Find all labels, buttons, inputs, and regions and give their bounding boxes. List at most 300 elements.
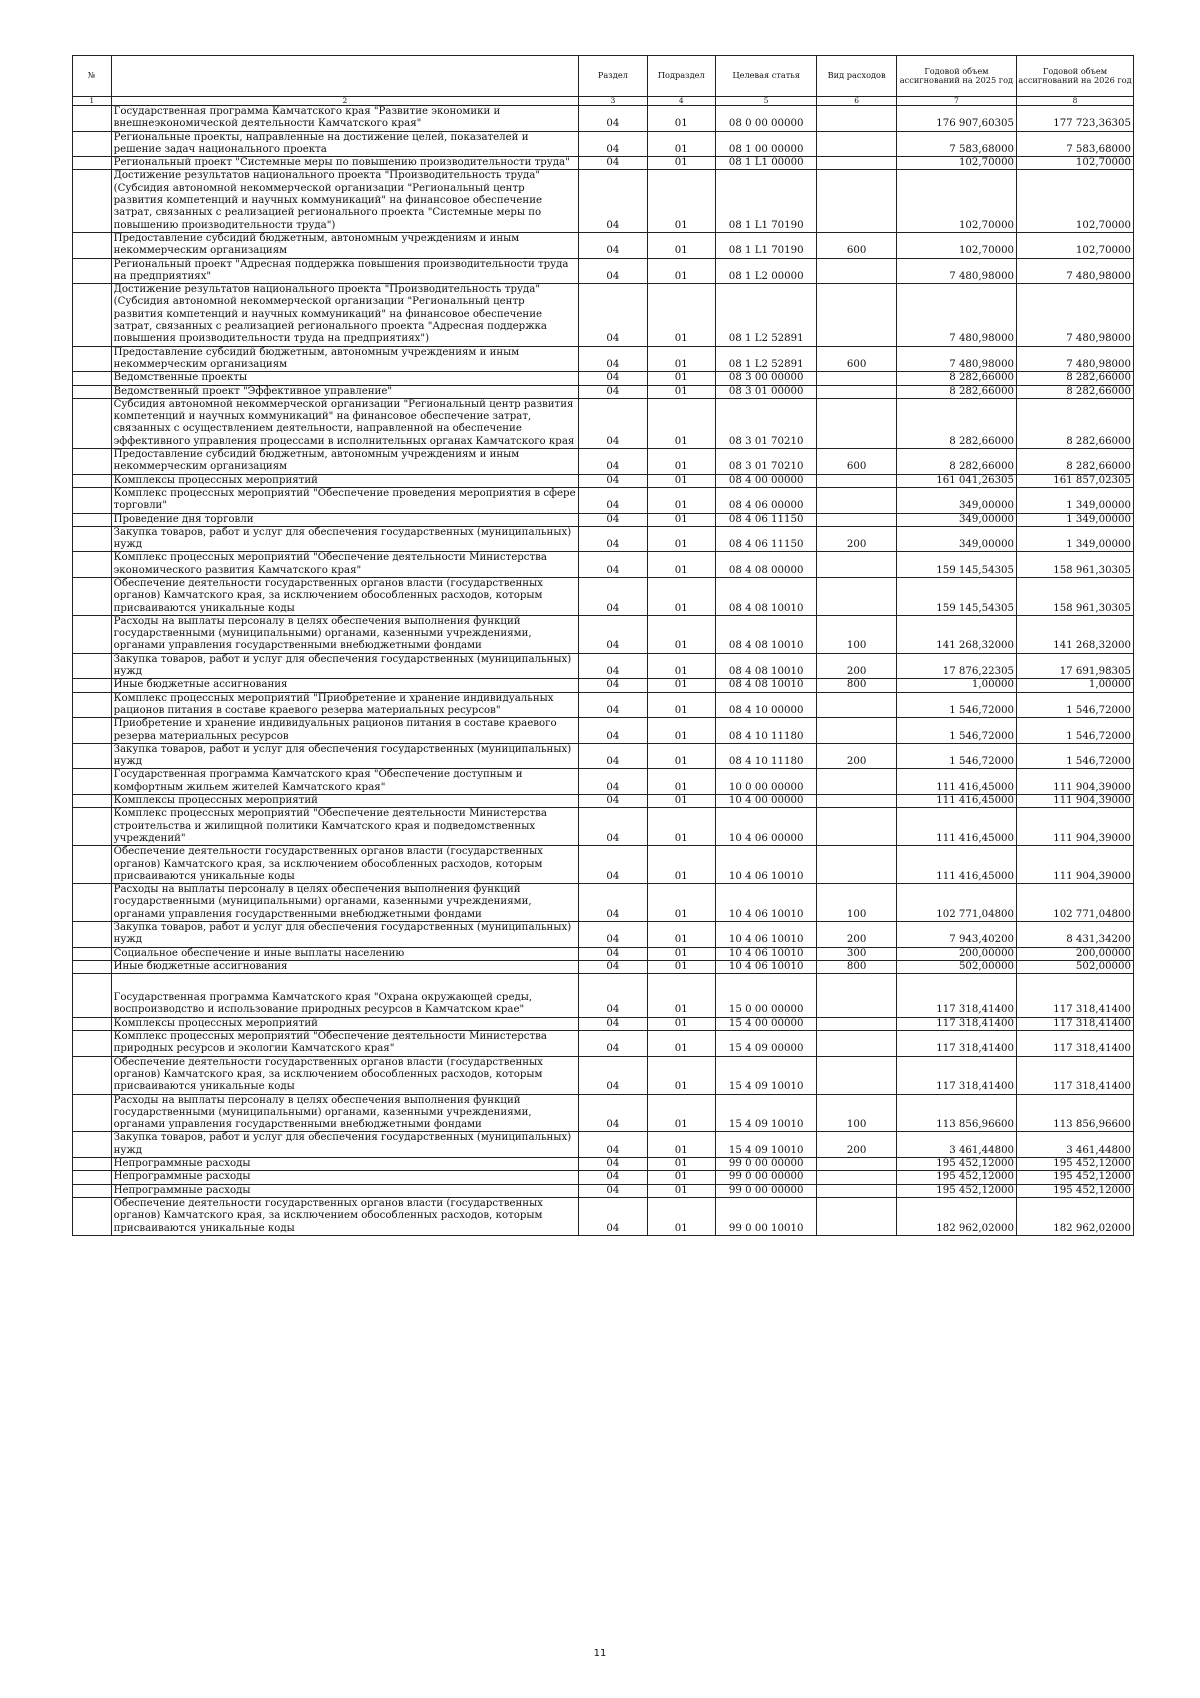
column-number: 6 xyxy=(817,97,896,106)
row-podrazdel: 01 xyxy=(647,769,715,795)
row-podrazdel: 01 xyxy=(647,170,715,232)
row-razdel: 04 xyxy=(579,513,647,526)
row-name: Государственная программа Камчатского края "Обеспечение доступным и комфортным жильем жителей Камчатского края" xyxy=(111,769,579,795)
row-podrazdel: 01 xyxy=(647,960,715,973)
row-name: Закупка товаров, работ и услуг для обеспечения государственных (муниципальных) нужд xyxy=(111,922,579,948)
table-row xyxy=(73,552,1134,578)
table-row xyxy=(73,372,1134,385)
table-row xyxy=(73,653,1134,679)
row-amount-2026: 1 349,00000 xyxy=(1017,513,1134,526)
row-amount-2026: 102,70000 xyxy=(1017,157,1134,170)
row-razdel: 04 xyxy=(579,474,647,487)
row-amount-2026: 1 546,72000 xyxy=(1017,692,1134,718)
row-expense-type xyxy=(817,487,896,513)
row-name: Непрограммные расходы xyxy=(111,1158,579,1171)
row-podrazdel: 01 xyxy=(647,1031,715,1057)
row-expense-type xyxy=(817,157,896,170)
row-razdel: 04 xyxy=(579,718,647,744)
row-razdel: 04 xyxy=(579,947,647,960)
table-row xyxy=(73,795,1134,808)
page-number: 11 xyxy=(593,1648,607,1659)
table-row xyxy=(73,1197,1134,1235)
budget-allocation-table xyxy=(72,55,1134,1236)
row-expense-type xyxy=(817,131,896,157)
row-podrazdel: 01 xyxy=(647,653,715,679)
table-row xyxy=(73,170,1134,232)
row-amount-2026: 3 461,44800 xyxy=(1017,1132,1134,1158)
row-podrazdel: 01 xyxy=(647,385,715,398)
row-target-code: 10 4 06 10010 xyxy=(715,884,816,922)
row-razdel: 04 xyxy=(579,615,647,653)
row-razdel: 04 xyxy=(579,157,647,170)
row-razdel: 04 xyxy=(579,1184,647,1197)
row-razdel: 04 xyxy=(579,346,647,372)
row-expense-type xyxy=(817,284,896,346)
column-number: 4 xyxy=(647,97,715,106)
row-name: Непрограммные расходы xyxy=(111,1171,579,1184)
row-name: Иные бюджетные ассигнования xyxy=(111,679,579,692)
row-index-cell xyxy=(73,258,112,284)
row-podrazdel: 01 xyxy=(647,1171,715,1184)
row-expense-type xyxy=(817,1031,896,1057)
column-number: 7 xyxy=(896,97,1016,106)
row-index-cell xyxy=(73,653,112,679)
row-expense-type xyxy=(817,385,896,398)
table-row xyxy=(73,974,1134,1018)
row-amount-2025: 8 282,66000 xyxy=(896,385,1016,398)
row-index-cell xyxy=(73,487,112,513)
row-amount-2025: 349,00000 xyxy=(896,513,1016,526)
row-name: Предоставление субсидий бюджетным, автономным учреждениям и иным некоммерческим организациям xyxy=(111,232,579,258)
row-amount-2025: 7 583,68000 xyxy=(896,131,1016,157)
row-name: Региональный проект "Системные меры по повышению производительности труда" xyxy=(111,157,579,170)
row-amount-2026: 1,00000 xyxy=(1017,679,1134,692)
row-expense-type: 100 xyxy=(817,1094,896,1132)
table-row xyxy=(73,947,1134,960)
row-razdel: 04 xyxy=(579,1094,647,1132)
row-podrazdel: 01 xyxy=(647,1184,715,1197)
row-name: Достижение результатов национального проекта "Производительность труда" (Субсидия автономной некоммерческой организации "Региональный центр развития компетенций и научных коммуникаций" на финансовое обеспечение затрат, связанных с реализацией регионального проекта "Адресная поддержка повышения производительности труда на предприятиях") xyxy=(111,284,579,346)
row-amount-2025: 102 771,04800 xyxy=(896,884,1016,922)
row-index-cell xyxy=(73,922,112,948)
row-expense-type: 200 xyxy=(817,743,896,769)
header-volume-2025: Годовой объем ассигнований на 2025 год xyxy=(896,56,1016,97)
row-amount-2026: 161 857,02305 xyxy=(1017,474,1134,487)
row-podrazdel: 01 xyxy=(647,398,715,448)
header-name xyxy=(111,56,579,97)
row-razdel: 04 xyxy=(579,808,647,846)
row-amount-2026: 195 452,12000 xyxy=(1017,1184,1134,1197)
row-target-code: 10 4 06 10010 xyxy=(715,947,816,960)
row-amount-2025: 161 041,26305 xyxy=(896,474,1016,487)
row-name: Субсидия автономной некоммерческой организации "Региональный центр развития компетенций и научных коммуникаций" на финансовое обеспечение затрат, связанных с осуществлением деятельности, направленной на обеспечение эффективного управления процессами в исполнительных органах Камчатского края xyxy=(111,398,579,448)
row-razdel: 04 xyxy=(579,106,647,132)
row-razdel: 04 xyxy=(579,1197,647,1235)
table-row xyxy=(73,1094,1134,1132)
row-index-cell xyxy=(73,284,112,346)
table-row xyxy=(73,513,1134,526)
row-amount-2026: 111 904,39000 xyxy=(1017,808,1134,846)
table-row xyxy=(73,692,1134,718)
table-row xyxy=(73,232,1134,258)
row-razdel: 04 xyxy=(579,743,647,769)
table-row xyxy=(73,131,1134,157)
row-amount-2026: 8 431,34200 xyxy=(1017,922,1134,948)
row-index-cell xyxy=(73,718,112,744)
row-index-cell xyxy=(73,385,112,398)
row-razdel: 04 xyxy=(579,385,647,398)
row-razdel: 04 xyxy=(579,487,647,513)
table-row xyxy=(73,718,1134,744)
row-name: Иные бюджетные ассигнования xyxy=(111,960,579,973)
row-amount-2025: 117 318,41400 xyxy=(896,974,1016,1018)
row-razdel: 04 xyxy=(579,1132,647,1158)
row-expense-type: 600 xyxy=(817,232,896,258)
row-expense-type: 100 xyxy=(817,884,896,922)
row-amount-2026: 8 282,66000 xyxy=(1017,372,1134,385)
row-amount-2026: 158 961,30305 xyxy=(1017,577,1134,615)
row-index-cell xyxy=(73,1031,112,1057)
row-podrazdel: 01 xyxy=(647,106,715,132)
row-podrazdel: 01 xyxy=(647,487,715,513)
row-razdel: 04 xyxy=(579,679,647,692)
row-target-code: 08 3 01 70210 xyxy=(715,398,816,448)
row-razdel: 04 xyxy=(579,526,647,552)
row-index-cell xyxy=(73,552,112,578)
table-row xyxy=(73,1031,1134,1057)
row-podrazdel: 01 xyxy=(647,346,715,372)
row-target-code: 08 3 01 70210 xyxy=(715,449,816,475)
row-podrazdel: 01 xyxy=(647,258,715,284)
row-razdel: 04 xyxy=(579,398,647,448)
row-podrazdel: 01 xyxy=(647,232,715,258)
table-row xyxy=(73,258,1134,284)
row-target-code: 08 4 10 11180 xyxy=(715,743,816,769)
row-index-cell xyxy=(73,372,112,385)
row-index-cell xyxy=(73,947,112,960)
row-name: Обеспечение деятельности государственных органов власти (государственных органов) Камчатского края, за исключением обособленных расходов, которым присваиваются уникальные коды xyxy=(111,1197,579,1235)
row-index-cell xyxy=(73,157,112,170)
row-razdel: 04 xyxy=(579,960,647,973)
row-index-cell xyxy=(73,974,112,1018)
row-target-code: 08 4 10 00000 xyxy=(715,692,816,718)
row-expense-type xyxy=(817,692,896,718)
row-amount-2025: 8 282,66000 xyxy=(896,398,1016,448)
row-amount-2026: 7 480,98000 xyxy=(1017,284,1134,346)
row-amount-2025: 200,00000 xyxy=(896,947,1016,960)
row-amount-2026: 8 282,66000 xyxy=(1017,398,1134,448)
row-amount-2026: 195 452,12000 xyxy=(1017,1158,1134,1171)
row-index-cell xyxy=(73,1171,112,1184)
row-expense-type: 200 xyxy=(817,526,896,552)
table-row xyxy=(73,960,1134,973)
table-row xyxy=(73,157,1134,170)
row-podrazdel: 01 xyxy=(647,513,715,526)
row-target-code: 08 4 08 00000 xyxy=(715,552,816,578)
row-amount-2025: 102,70000 xyxy=(896,232,1016,258)
header-target-article: Целевая статья xyxy=(715,56,816,97)
row-razdel: 04 xyxy=(579,232,647,258)
row-target-code: 08 4 06 11150 xyxy=(715,526,816,552)
row-amount-2026: 182 962,02000 xyxy=(1017,1197,1134,1235)
row-razdel: 04 xyxy=(579,846,647,884)
row-index-cell xyxy=(73,884,112,922)
row-target-code: 08 1 L2 52891 xyxy=(715,346,816,372)
row-razdel: 04 xyxy=(579,552,647,578)
row-target-code: 10 4 06 00000 xyxy=(715,808,816,846)
row-index-cell xyxy=(73,846,112,884)
row-target-code: 99 0 00 00000 xyxy=(715,1171,816,1184)
column-number: 2 xyxy=(111,97,579,106)
row-name: Расходы на выплаты персоналу в целях обеспечения выполнения функций государственными (муниципальными) органами, казенными учреждениями, органами управления государственными внебюджетными фондами xyxy=(111,884,579,922)
row-razdel: 04 xyxy=(579,131,647,157)
row-target-code: 08 1 00 00000 xyxy=(715,131,816,157)
row-name: Региональный проект "Адресная поддержка повышения производительности труда на предприятиях" xyxy=(111,258,579,284)
row-name: Комплекс процессных мероприятий "Обеспечение деятельности Министерства природных ресурсов и экологии Камчатского края" xyxy=(111,1031,579,1057)
row-podrazdel: 01 xyxy=(647,131,715,157)
row-name: Комплекс процессных мероприятий "Обеспечение деятельности Министерства строительства и жилищной политики Камчатского края и подведомственных учреждений" xyxy=(111,808,579,846)
row-name: Обеспечение деятельности государственных органов власти (государственных органов) Камчатского края, за исключением обособленных расходов, которым присваиваются уникальные коды xyxy=(111,1056,579,1094)
row-razdel: 04 xyxy=(579,1158,647,1171)
row-podrazdel: 01 xyxy=(647,1132,715,1158)
row-name: Комплекс процессных мероприятий "Обеспечение проведения мероприятия в сфере торговли" xyxy=(111,487,579,513)
row-expense-type xyxy=(817,372,896,385)
row-razdel: 04 xyxy=(579,577,647,615)
row-razdel: 04 xyxy=(579,922,647,948)
row-name: Проведение дня торговли xyxy=(111,513,579,526)
row-razdel: 04 xyxy=(579,372,647,385)
row-name: Закупка товаров, работ и услуг для обеспечения государственных (муниципальных) нужд xyxy=(111,653,579,679)
table-row xyxy=(73,487,1134,513)
row-podrazdel: 01 xyxy=(647,474,715,487)
row-amount-2025: 195 452,12000 xyxy=(896,1184,1016,1197)
row-index-cell xyxy=(73,474,112,487)
row-amount-2025: 195 452,12000 xyxy=(896,1158,1016,1171)
row-amount-2026: 1 546,72000 xyxy=(1017,743,1134,769)
row-podrazdel: 01 xyxy=(647,743,715,769)
row-target-code: 08 4 00 00000 xyxy=(715,474,816,487)
row-amount-2025: 195 452,12000 xyxy=(896,1171,1016,1184)
row-amount-2025: 117 318,41400 xyxy=(896,1031,1016,1057)
row-podrazdel: 01 xyxy=(647,372,715,385)
row-expense-type xyxy=(817,577,896,615)
row-amount-2026: 141 268,32000 xyxy=(1017,615,1134,653)
row-target-code: 08 1 L1 70190 xyxy=(715,232,816,258)
row-amount-2025: 349,00000 xyxy=(896,526,1016,552)
row-index-cell xyxy=(73,577,112,615)
row-target-code: 08 4 08 10010 xyxy=(715,653,816,679)
row-amount-2026: 8 282,66000 xyxy=(1017,385,1134,398)
row-amount-2026: 117 318,41400 xyxy=(1017,1031,1134,1057)
row-index-cell xyxy=(73,1017,112,1030)
row-target-code: 10 4 06 10010 xyxy=(715,846,816,884)
row-target-code: 15 4 09 10010 xyxy=(715,1094,816,1132)
row-index-cell xyxy=(73,1056,112,1094)
row-amount-2026: 8 282,66000 xyxy=(1017,449,1134,475)
row-index-cell xyxy=(73,960,112,973)
row-expense-type xyxy=(817,795,896,808)
row-target-code: 08 4 08 10010 xyxy=(715,679,816,692)
row-target-code: 15 4 09 00000 xyxy=(715,1031,816,1057)
row-index-cell xyxy=(73,795,112,808)
row-expense-type xyxy=(817,106,896,132)
row-amount-2026: 111 904,39000 xyxy=(1017,846,1134,884)
row-name: Закупка товаров, работ и услуг для обеспечения государственных (муниципальных) нужд xyxy=(111,526,579,552)
row-name: Достижение результатов национального проекта "Производительность труда" (Субсидия автономной некоммерческой организации "Региональный центр развития компетенций и научных коммуникаций" на финансовое обеспечение затрат, связанных с реализацией регионального проекта "Системные меры по повышению производительности труда") xyxy=(111,170,579,232)
row-podrazdel: 01 xyxy=(647,1158,715,1171)
row-index-cell xyxy=(73,398,112,448)
row-amount-2026: 200,00000 xyxy=(1017,947,1134,960)
row-amount-2026: 17 691,98305 xyxy=(1017,653,1134,679)
row-name: Государственная программа Камчатского края "Развитие экономики и внешнеэкономической деятельности Камчатского края" xyxy=(111,106,579,132)
table-row xyxy=(73,679,1134,692)
row-index-cell xyxy=(73,1132,112,1158)
row-amount-2026: 1 349,00000 xyxy=(1017,487,1134,513)
row-amount-2025: 1 546,72000 xyxy=(896,743,1016,769)
row-podrazdel: 01 xyxy=(647,1056,715,1094)
row-podrazdel: 01 xyxy=(647,449,715,475)
row-podrazdel: 01 xyxy=(647,1094,715,1132)
column-number: 5 xyxy=(715,97,816,106)
row-razdel: 04 xyxy=(579,170,647,232)
row-name: Предоставление субсидий бюджетным, автономным учреждениям и иным некоммерческим организациям xyxy=(111,449,579,475)
table-row xyxy=(73,1132,1134,1158)
row-target-code: 15 0 00 00000 xyxy=(715,974,816,1018)
row-amount-2025: 7 480,98000 xyxy=(896,284,1016,346)
row-amount-2026: 102,70000 xyxy=(1017,170,1134,232)
row-amount-2025: 1,00000 xyxy=(896,679,1016,692)
row-target-code: 08 1 L1 70190 xyxy=(715,170,816,232)
row-index-cell xyxy=(73,513,112,526)
row-amount-2025: 117 318,41400 xyxy=(896,1017,1016,1030)
row-index-cell xyxy=(73,106,112,132)
row-amount-2026: 111 904,39000 xyxy=(1017,769,1134,795)
row-razdel: 04 xyxy=(579,769,647,795)
row-amount-2026: 117 318,41400 xyxy=(1017,974,1134,1018)
row-name: Расходы на выплаты персоналу в целях обеспечения выполнения функций государственными (муниципальными) органами, казенными учреждениями, органами управления государственными внебюджетными фондами xyxy=(111,615,579,653)
row-podrazdel: 01 xyxy=(647,884,715,922)
row-expense-type xyxy=(817,1056,896,1094)
row-index-cell xyxy=(73,1197,112,1235)
row-podrazdel: 01 xyxy=(647,808,715,846)
row-razdel: 04 xyxy=(579,884,647,922)
row-podrazdel: 01 xyxy=(647,947,715,960)
row-podrazdel: 01 xyxy=(647,1197,715,1235)
row-index-cell xyxy=(73,769,112,795)
row-amount-2025: 176 907,60305 xyxy=(896,106,1016,132)
row-index-cell xyxy=(73,449,112,475)
table-row xyxy=(73,769,1134,795)
row-amount-2025: 102,70000 xyxy=(896,157,1016,170)
row-razdel: 04 xyxy=(579,284,647,346)
row-podrazdel: 01 xyxy=(647,795,715,808)
table-row xyxy=(73,922,1134,948)
column-number: 3 xyxy=(579,97,647,106)
row-razdel: 04 xyxy=(579,974,647,1018)
table-row xyxy=(73,474,1134,487)
row-expense-type xyxy=(817,769,896,795)
row-target-code: 08 1 L2 52891 xyxy=(715,284,816,346)
row-amount-2026: 158 961,30305 xyxy=(1017,552,1134,578)
row-amount-2025: 7 943,40200 xyxy=(896,922,1016,948)
table-row xyxy=(73,385,1134,398)
row-index-cell xyxy=(73,743,112,769)
row-razdel: 04 xyxy=(579,1056,647,1094)
row-target-code: 08 4 10 11180 xyxy=(715,718,816,744)
row-podrazdel: 01 xyxy=(647,615,715,653)
row-name: Обеспечение деятельности государственных органов власти (государственных органов) Камчатского края, за исключением обособленных расходов, которым присваиваются уникальные коды xyxy=(111,577,579,615)
row-target-code: 10 0 00 00000 xyxy=(715,769,816,795)
table-row xyxy=(73,846,1134,884)
row-expense-type: 100 xyxy=(817,615,896,653)
row-expense-type xyxy=(817,552,896,578)
row-expense-type xyxy=(817,718,896,744)
row-index-cell xyxy=(73,346,112,372)
table-header-row xyxy=(73,56,1134,97)
row-name: Комплексы процессных мероприятий xyxy=(111,1017,579,1030)
row-amount-2026: 195 452,12000 xyxy=(1017,1171,1134,1184)
row-name: Непрограммные расходы xyxy=(111,1184,579,1197)
row-amount-2025: 113 856,96600 xyxy=(896,1094,1016,1132)
row-expense-type xyxy=(817,474,896,487)
row-expense-type xyxy=(817,513,896,526)
row-name: Приобретение и хранение индивидуальных рационов питания в составе краевого резерва материальных ресурсов xyxy=(111,718,579,744)
row-target-code: 15 4 00 00000 xyxy=(715,1017,816,1030)
row-podrazdel: 01 xyxy=(647,284,715,346)
row-amount-2025: 159 145,54305 xyxy=(896,577,1016,615)
row-amount-2025: 7 480,98000 xyxy=(896,346,1016,372)
row-expense-type: 600 xyxy=(817,449,896,475)
row-amount-2025: 502,00000 xyxy=(896,960,1016,973)
row-index-cell xyxy=(73,170,112,232)
row-amount-2025: 8 282,66000 xyxy=(896,372,1016,385)
row-amount-2025: 8 282,66000 xyxy=(896,449,1016,475)
row-razdel: 04 xyxy=(579,1031,647,1057)
row-name: Ведомственные проекты xyxy=(111,372,579,385)
row-expense-type xyxy=(817,1158,896,1171)
row-index-cell xyxy=(73,526,112,552)
row-index-cell xyxy=(73,692,112,718)
row-amount-2025: 159 145,54305 xyxy=(896,552,1016,578)
row-expense-type xyxy=(817,808,896,846)
row-expense-type xyxy=(817,398,896,448)
table-row xyxy=(73,449,1134,475)
row-expense-type: 200 xyxy=(817,653,896,679)
row-expense-type xyxy=(817,1184,896,1197)
row-amount-2025: 141 268,32000 xyxy=(896,615,1016,653)
table-row xyxy=(73,615,1134,653)
row-name: Ведомственный проект "Эффективное управление" xyxy=(111,385,579,398)
row-razdel: 04 xyxy=(579,449,647,475)
table-row xyxy=(73,398,1134,448)
row-target-code: 08 1 L2 00000 xyxy=(715,258,816,284)
header-podrazdel: Подраздел xyxy=(647,56,715,97)
table-row xyxy=(73,346,1134,372)
row-expense-type xyxy=(817,170,896,232)
row-amount-2026: 502,00000 xyxy=(1017,960,1134,973)
row-razdel: 04 xyxy=(579,653,647,679)
row-amount-2025: 182 962,02000 xyxy=(896,1197,1016,1235)
row-podrazdel: 01 xyxy=(647,1017,715,1030)
table-row xyxy=(73,577,1134,615)
row-index-cell xyxy=(73,1184,112,1197)
header-number: № xyxy=(73,56,112,97)
row-razdel: 04 xyxy=(579,1171,647,1184)
column-number: 1 xyxy=(73,97,112,106)
table-row xyxy=(73,808,1134,846)
header-volume-2026: Годовой объем ассигнований на 2026 год xyxy=(1017,56,1134,97)
row-target-code: 99 0 00 00000 xyxy=(715,1184,816,1197)
